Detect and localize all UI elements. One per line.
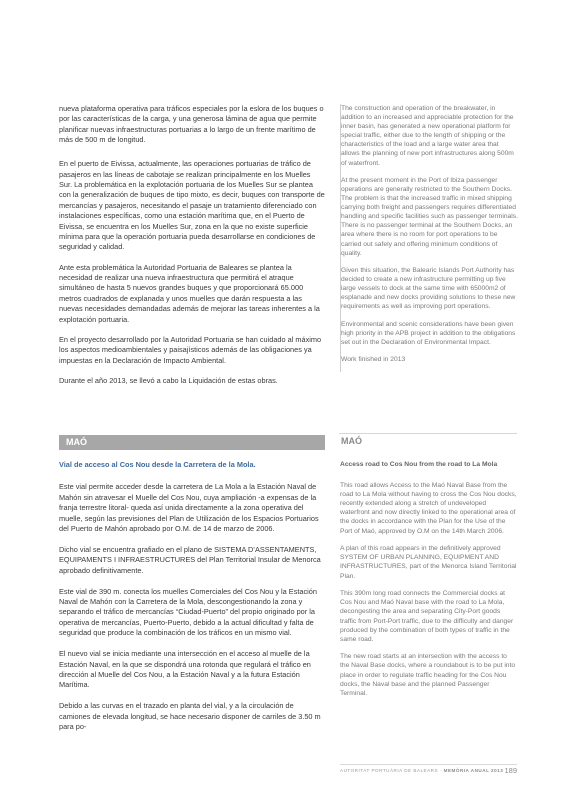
spanish-column-top	[59, 104, 325, 386]
paragraph: Ante esta problemática la Autoridad Portuaria de Baleares se plantea la necesidad de realizar una nueva infraestructura que permitirá el atraque simultáneo de hasta 5 nuevos grandes buques y que proporcionará 65.000 metros cuadrados de explanada y unos muelles que darán respuesta a las nuevas necesidades demandadas además de mejorar las tareas inherentes a la explotación portuaria.	[59, 262, 320, 324]
paragraph: Debido a las curvas en el trazado en planta del vial, y a la circulación de camiones de elevada longitud, se hace necesario disponer de carriles de 3.50 m para po-	[59, 701, 321, 732]
footer-separator: ·	[438, 768, 444, 773]
footer-org: AUTORITAT PORTUÀRIA DE BALEARS	[340, 768, 439, 773]
paragraph: The new road starts at an intersection with the access to the Naval Base docks, where a roundabout is to be put into place in order to regulate traffic heading for the Cos Nou docks, the Naval base and the planned Passenger Terminal.	[340, 653, 516, 697]
paragraph: This road allows Access to the Maó Naval Base from the road to La Mola without having to cross the Cos Nou docks, recently extended along a stretch of undeveloped waterfront and now directly linked to the operational area of the docks in accordance with the Plan for the Use of the Port of Maó, approved by O.M on the 14th March 2006.	[340, 482, 517, 535]
spanish-column-bottom	[59, 460, 325, 743]
footer-text	[340, 768, 503, 773]
page-footer	[340, 764, 517, 777]
section-header-bar	[59, 435, 325, 450]
paragraph: Given this situation, the Balearic Islands Port Authority has decided to create a new infrastructure permitting up five large vessels to dock at the same time with 65000m2 of esplanade and new docks providing solutions to these new requirements as well as improving port operations.	[341, 266, 516, 311]
paragraph: The construction and operation of the breakwater, in addition to an increased and appreciable protection for the inner basin, has generated a new operational platform for special traffic, either due to the length of shipping or the characteristics of the load and a large water area that allows the planning of new port infrastructures along 500m of waterfront.	[341, 105, 514, 167]
paragraph: El nuevo vial se inicia mediante una intersección en el acceso al muelle de la Estación Naval, en la que se dispondrá una rotonda que regulará el tráfico en dirección al Muelle del Cos Nou, a la Estación Naval y a la futura Estación Marítima.	[59, 649, 311, 690]
paragraph: At the present moment in the Port of Ibiza passenger operations are generally restricted to the Southern Docks. The problem is that the increased traffic in mixed shipping carrying both freight and passengers requires differentiated handling and specific facilities such as passenger terminals. There is no passenger terminal at the Southern Docks, an area where there is no room for port operations to be carried out safely and offering minimum conditions of quality.	[341, 176, 518, 257]
paragraph: Environmental and scenic considerations have been given high priority in the APB project in addition to the obligations set out in the Declaration of Environmental Impact.	[341, 320, 516, 346]
section-title: MAÓ	[66, 437, 87, 447]
paragraph: This 390m long road connects the Commercial docks at Cos Nou and Maó Naval base with the road to La Mola, decongesting the area and separating City-Port goods traffic from Port-Port traffic, due to the difficulty and danger produced by the combination of both types of traffic in the same road.	[340, 590, 514, 643]
subheading-english: Access road to Cos Nou from the road to La Mola	[340, 461, 498, 468]
paragraph: En el proyecto desarrollado por la Autoridad Portuaria se han cuidado al máximo los aspectos medioambientales y paisajísticos además de las obligaciones ya impuestas en la Declaración de Impacto Ambiental.	[59, 334, 322, 365]
paragraph: Este vial permite acceder desde la carretera de La Mola a la Estación Naval de Mahón sin atravesar el Muelle del Cos Nou, cuya ampliación -a expensas de la franja terrestre litoral- queda así unida directamente a la zona operativa del muelle, según las previsiones del Plan de Utilización de los Espacios Portuarios del Puerto de Mahón aprobado por O.M. de 14 de marzo de 2006.	[59, 482, 319, 534]
english-column-bottom	[340, 460, 517, 706]
paragraph: nueva plataforma operativa para tráficos especiales por la eslora de los buques o por las características de la carga, y una generosa lámina de agua que permite planificar nuevas infraestructuras portuarias a lo largo de un frente marítimo de más de 500 m de longitud.	[59, 104, 324, 145]
paragraph: A plan of this road appears in the definitively approved SYSTEM OF URBAN PLANNING, EQUIPMENT AND INFRASTRUCTURES, part of the Menorca Island Territorial Plan.	[340, 545, 517, 580]
subheading: Vial de acceso al Cos Nou desde la Carretera de la Mola.	[59, 460, 256, 469]
footer-report: MEMÒRIA ANUAL 2013	[443, 768, 504, 773]
page-number: 189	[504, 766, 517, 775]
paragraph: Durante el año 2013, se llevó a cabo la Liquidación de estas obras.	[59, 375, 278, 385]
paragraph: Este vial de 390 m. conecta los muelles Comerciales del Cos Nou y la Estación Naval de Mahón con la Carretera de la Mola, descongestionando la zona y separando el tráfico de mercancías “Ciudad-Puerto” del propio originado por la operativa de mercancías, Puerto-Puerto, debido a la actual dificultad y falta de seguridad que produce la combinación de los tráficos en un mismo vial.	[59, 586, 317, 638]
paragraph: En el puerto de Eivissa, actualmente, las operaciones portuarias de tráfico de pasajeros en las líneas de cabotaje se realizan principalmente en los Muelles Sur. La problemática en la explotación portuaria de los Muelles Sur se plantea con la generalización de buques de tipo mixto, es decir, buques con transporte de mercancías y pasajeros, necesitando el pasaje un tratamiento diferenciado con instalaciones específicas, como una estación marítima que, en el Puerto de Eivissa, se encuentra en los Muelles Sur, zona en la que no existe superficie mínima para que la operación portuaria pueda desarrollarse en condiciones de seguridad y calidad.	[59, 159, 325, 252]
paragraph: Work finished in 2013	[341, 356, 406, 363]
section-divider	[339, 433, 517, 434]
english-column-top	[340, 104, 518, 372]
paragraph: Dicho vial se encuentra grafiado en el plano de SISTEMA D’ASSENTAMENTS, EQUIPAMENTS I INFRAESTRUCTURES del Plan Territorial Insular de Menorca aprobado definitivamente.	[59, 544, 321, 575]
section-title-english: MAÓ	[341, 436, 362, 446]
